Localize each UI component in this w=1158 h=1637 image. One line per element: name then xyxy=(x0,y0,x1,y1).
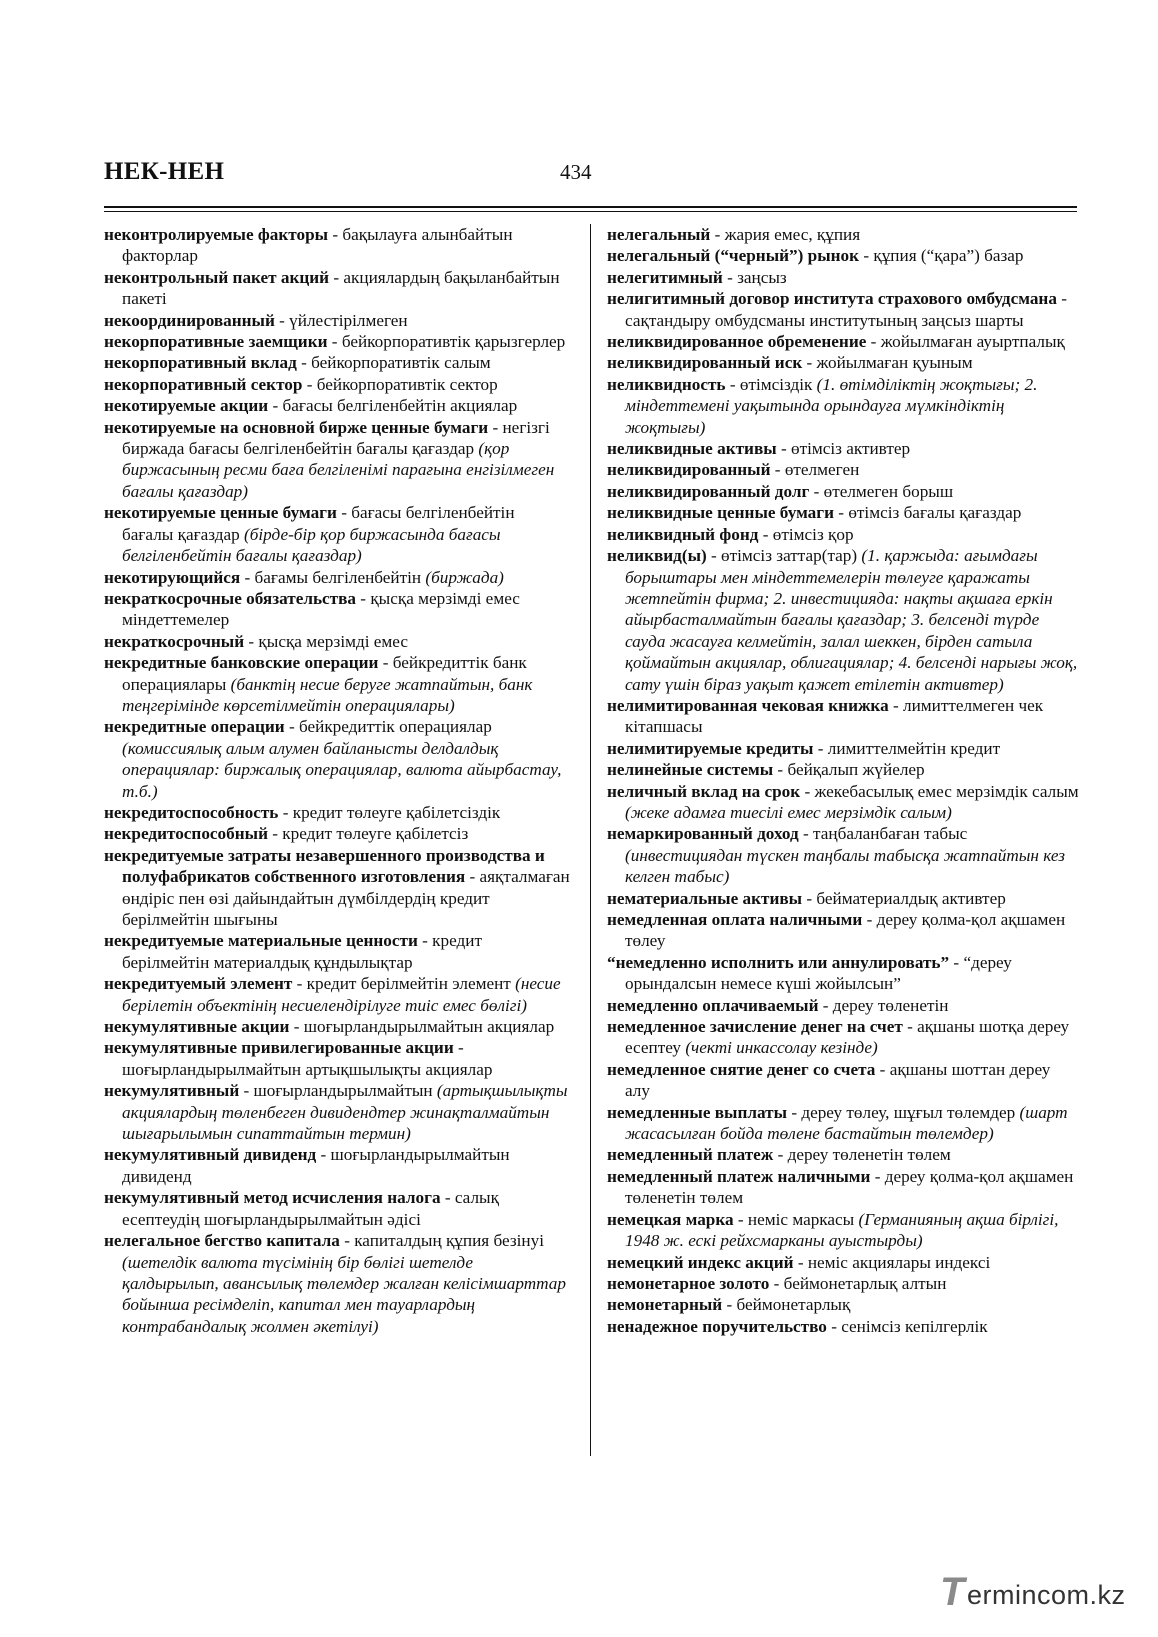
dictionary-entry xyxy=(607,781,1079,824)
dictionary-entry xyxy=(104,1230,570,1337)
entry-note: (шарт жасасылған бойда төлене бастайтын төлемдер) xyxy=(625,1102,1068,1144)
entry-note: (артықшылықты акциялардың төленбеген дивидендтер жинақталмайтын шығарылымын сипаттайтын термин) xyxy=(122,1081,568,1144)
entry-definition: - неміс маркасы xyxy=(733,1209,859,1229)
entry-note: (1. өтімділіктің жоқтығы; 2. міндеттемені уақытында орындауға мүмкіндіктің жоқтығы) xyxy=(625,374,1038,437)
dictionary-entry xyxy=(104,331,570,352)
entry-term: нелинейные системы xyxy=(607,760,774,780)
entry-term: некотируемые акции xyxy=(104,396,269,416)
entry-term: немецкий индекс акций xyxy=(607,1252,794,1272)
entry-term: некотируемые ценные бумаги xyxy=(104,503,337,523)
entry-term: немедленно оплачиваемый xyxy=(607,995,819,1015)
entry-note: (шетелдік валюта түсімінің бір бөлігі шетелде қалдырылып, авансылық төлемдер жалған келісімшарттар бойынша ресімделіп, капитал мен тауарлардың контрабандалық жолмен әкетілуі) xyxy=(122,1252,566,1336)
entry-term: некумулятивный дивиденд xyxy=(104,1145,317,1165)
entry-definition: - жекебасылық емес мерзімдік салым xyxy=(800,781,1079,801)
entry-note: (биржада) xyxy=(425,567,504,587)
dictionary-entry xyxy=(607,288,1079,331)
entry-definition: - өтімсіз активтер xyxy=(776,439,911,459)
entry-note: (несие берілетін объектінің несиелендірілуге тиіс емес бөлігі) xyxy=(122,974,561,1015)
dictionary-entry xyxy=(607,374,1079,438)
entry-term: некорпоративный вклад xyxy=(104,353,297,373)
entry-term: неликвидность xyxy=(607,374,726,394)
entry-definition: - шоғырландырылмайтын xyxy=(239,1081,437,1101)
entry-term: некоординированный xyxy=(104,310,275,330)
dictionary-entry xyxy=(607,245,1079,266)
dictionary-entry xyxy=(104,502,570,566)
entry-term: немедленная оплата наличными xyxy=(607,910,863,929)
dictionary-entry xyxy=(104,716,570,802)
entry-definition: - бейкорпоративтік қарызгерлер xyxy=(327,332,566,352)
entry-definition: - дереу төленетін xyxy=(818,995,949,1015)
entry-definition: - капиталдың құпия безінуі xyxy=(339,1231,544,1251)
dictionary-entry xyxy=(104,352,570,373)
entry-definition: - өтімсіз заттар(тар) xyxy=(706,546,862,566)
entry-term: некумулятивные привилегированные акции xyxy=(104,1038,454,1058)
entry-definition: - дереу төлеу, шұғыл төлемдер xyxy=(787,1102,1020,1122)
entry-term: нематериальные активы xyxy=(607,888,803,908)
entry-term: нелегальное бегство капитала xyxy=(104,1231,340,1251)
dictionary-entry xyxy=(607,695,1079,738)
dictionary-entry xyxy=(104,567,570,588)
entry-definition: - “дереу орындалсын немесе күші жойылсын” xyxy=(625,952,1012,994)
entry-note: (жеке адамға тиесілі емес мерзімдік салым) xyxy=(625,802,952,822)
entry-definition: - жария емес, құпия xyxy=(710,225,861,244)
dictionary-entry xyxy=(607,1294,1079,1315)
entry-definition: - бейкредиттік банк операциялары xyxy=(122,653,527,694)
entry-definition: - қысқа мерзімді емес xyxy=(244,631,408,651)
entry-definition: - бейматериалдық активтер xyxy=(802,888,1006,908)
entry-definition: - шоғырландырылмайтын акциялар xyxy=(289,1017,555,1037)
entry-term: неконтролируемые факторы xyxy=(104,225,329,244)
entry-term: нелимитированная чековая книжка xyxy=(607,695,889,715)
logo-text: ermincom.kz xyxy=(967,1580,1126,1610)
entry-definition: - лимиттелмеген чек кітапшасы xyxy=(625,695,1044,737)
entry-definition: - дереу қолма-қол ақшамен төлеу xyxy=(625,910,1066,951)
dictionary-entry xyxy=(104,652,570,716)
entry-definition: - өтелмеген xyxy=(770,460,860,480)
dictionary-entry xyxy=(607,759,1079,780)
entry-term: некредитуемые материальные ценности xyxy=(104,931,418,951)
entry-term: неликвидированный долг xyxy=(607,481,810,501)
header-rule-thin xyxy=(104,211,1077,212)
dictionary-entry xyxy=(104,1144,570,1187)
entry-definition: - ақшаны шотқа дереу есептеу xyxy=(625,1017,1070,1058)
dictionary-entry xyxy=(104,588,570,631)
dictionary-entry xyxy=(607,823,1079,887)
entry-note: (1. қаржыда: ағымдағы борыштары мен міндеттемелерін төлеуге қаражаты жетпейтін фирма; 2. инвестицияда: нақты ақшаға еркін айырбасталмайтын бағалы қағаздар; 3. белсенді түрде сауда жасауға келмейтін, залал шеккен, бірден сатыла қоймайтын акциялар, облигациялар; 4. белсенді нарығы жоқ, сату үшін біраз уақыт қажет етілетін активтер) xyxy=(625,546,1078,694)
entry-term: неликвидированное обременение xyxy=(607,332,867,352)
entry-term: неликвидированный иск xyxy=(607,353,803,373)
entry-term: немонетарный xyxy=(607,1295,723,1315)
entry-term: нелегальный (“черный”) рынок xyxy=(607,246,860,266)
entry-definition: - жойылмаған қуыным xyxy=(802,353,973,373)
entry-definition: - өтімсіз бағалы қағаздар xyxy=(834,503,1022,523)
entry-definition: - беймонетарлық алтын xyxy=(769,1273,947,1293)
entry-definition: - өтімсіздік xyxy=(725,374,817,394)
entry-term: неликвидный фонд xyxy=(607,524,759,544)
entry-term: немаркированный доход xyxy=(607,824,799,844)
entry-term: немедленное снятие денег со счета xyxy=(607,1059,876,1079)
entry-term: немедленное зачисление денег на счет xyxy=(607,1017,903,1037)
entry-definition: - дереу қолма-қол ақшамен төленетін төлем xyxy=(625,1166,1074,1208)
dictionary-entry xyxy=(104,417,570,503)
dictionary-entry xyxy=(607,438,1079,459)
column-divider xyxy=(590,224,591,1456)
dictionary-entry xyxy=(607,1209,1079,1252)
entry-definition: - бағасы белгіленбейтін акциялар xyxy=(268,396,518,416)
dictionary-entry xyxy=(104,823,570,844)
entry-definition: - өтелмеген борыш xyxy=(809,481,954,501)
dictionary-entry xyxy=(607,331,1079,352)
dictionary-entry xyxy=(104,1016,570,1037)
entry-definition: - шоғырландырылмайтын дивиденд xyxy=(122,1145,510,1186)
entry-term: неликвидные активы xyxy=(607,439,777,459)
entry-term: некраткосрочные обязательства xyxy=(104,588,356,608)
entry-term: некумулятивный метод исчисления налога xyxy=(104,1188,441,1208)
dictionary-entry xyxy=(607,545,1079,695)
entry-definition: - үйлестірілмеген xyxy=(274,310,408,330)
entry-definition: - шоғырландырылмайтын артықшылықты акциялар xyxy=(122,1038,493,1079)
logo-letter: T xyxy=(940,1570,965,1614)
entry-definition: - беймонетарлық xyxy=(722,1295,851,1315)
entry-definition: - неміс акциялары индексі xyxy=(793,1252,991,1272)
dictionary-entry xyxy=(607,995,1079,1016)
dictionary-entry xyxy=(104,374,570,395)
dictionary-entry xyxy=(104,310,570,331)
entry-term: некорпоративные заемщики xyxy=(104,332,328,352)
entry-note: (инвестициядан түскен таңбалы табысқа жатпайтын кез келген табыс) xyxy=(625,845,1065,887)
entry-term: неликвидированный xyxy=(607,460,771,480)
entry-definition: - кредит төлеуге қабілетсіз xyxy=(267,824,469,844)
section-header: НЕК-НЕН xyxy=(104,158,225,185)
dictionary-entry xyxy=(607,1316,1079,1337)
entry-term: неличный вклад на срок xyxy=(607,781,801,801)
entry-term: немедленные выплаты xyxy=(607,1102,788,1122)
dictionary-entry xyxy=(104,930,570,973)
dictionary-entry xyxy=(607,1273,1079,1294)
entry-note: (бірде-бір қор биржасында бағасы белгіленбейтін бағалы қағаздар) xyxy=(122,524,501,566)
entry-note: (қор биржасының ресми баға белгіленімі парағына енгізілмеген бағалы қағаздар) xyxy=(122,439,555,501)
entry-term: немедленный платеж xyxy=(607,1145,774,1165)
entry-term: некредитоспособный xyxy=(104,824,268,844)
entry-definition: - өтімсіз қор xyxy=(758,524,854,544)
entry-note: (чекті инкассолау кезінде) xyxy=(685,1038,878,1058)
entry-term: некредитуемые затраты незавершенного производства и полуфабрикатов собственного изготовления xyxy=(104,845,545,887)
left-column xyxy=(104,224,570,1337)
dictionary-entry xyxy=(607,524,1079,545)
entry-term: некумулятивный xyxy=(104,1081,240,1101)
entry-note: (банктің несие беруге жатпайтын, банк теңгерімінде көрсетілмейтін операциялары) xyxy=(122,674,533,715)
entry-definition: - сақтандыру омбудсманы институтының заңсыз шарты xyxy=(625,289,1067,330)
dictionary-entry xyxy=(104,395,570,416)
entry-definition: - заңсыз xyxy=(722,267,787,287)
entry-definition: - кредит берілмейтін материалдық құндылықтар xyxy=(122,931,482,972)
dictionary-entry xyxy=(104,631,570,652)
entry-term: некотирующийся xyxy=(104,567,241,587)
entry-term: немедленный платеж наличными xyxy=(607,1166,871,1186)
entry-term: неликвидные ценные бумаги xyxy=(607,503,834,523)
dictionary-entry xyxy=(607,952,1079,995)
dictionary-entry xyxy=(607,1166,1079,1209)
dictionary-entry xyxy=(607,1059,1079,1102)
dictionary-entry xyxy=(104,973,570,1016)
right-column xyxy=(607,224,1079,1337)
dictionary-entry xyxy=(607,224,1079,245)
entry-definition: - сенімсіз кепілгерлік xyxy=(826,1316,988,1336)
entry-term: некредитуемый элемент xyxy=(104,974,293,994)
terminkom-logo xyxy=(940,1570,1140,1620)
entry-term: некумулятивные акции xyxy=(104,1017,290,1037)
entry-definition: - акциялардың бақыланбайтын пакеті xyxy=(122,267,560,309)
entry-term: некредитоспособность xyxy=(104,802,279,822)
dictionary-entry xyxy=(607,888,1079,909)
entry-term: нелегальный xyxy=(607,225,711,244)
entry-definition: - негізгі биржада бағасы белгіленбейтін бағалы қағаздар xyxy=(122,417,550,459)
entry-definition: - жойылмаған ауыртпалық xyxy=(866,332,1065,352)
entry-definition: - бейкорпоративтік сектор xyxy=(302,374,498,394)
entry-definition: - ақшаны шоттан дереу алу xyxy=(625,1059,1051,1101)
dictionary-entry xyxy=(607,459,1079,480)
dictionary-entry xyxy=(607,267,1079,288)
entry-term: некредитные банковские операции xyxy=(104,653,379,673)
dictionary-entry xyxy=(607,909,1079,952)
dictionary-entry xyxy=(607,1102,1079,1145)
entry-term: некредитные операции xyxy=(104,717,285,737)
entry-term: некраткосрочный xyxy=(104,631,245,651)
entry-term: немонетарное золото xyxy=(607,1273,770,1293)
entry-term: немецкая марка xyxy=(607,1209,734,1229)
header-rule xyxy=(104,206,1077,208)
dictionary-entry xyxy=(104,224,570,267)
dictionary-entry xyxy=(607,1016,1079,1059)
entry-term: “немедленно исполнить или аннулировать” xyxy=(607,952,950,972)
dictionary-entry xyxy=(104,802,570,823)
entry-term: нелимитируемые кредиты xyxy=(607,738,814,758)
entry-definition: - қысқа мерзімді емес міндеттемелер xyxy=(122,588,520,630)
dictionary-entry xyxy=(607,1252,1079,1273)
entry-definition: - кредит төлеуге қабілетсіздік xyxy=(278,802,501,822)
dictionary-entry xyxy=(607,502,1079,523)
dictionary-entry xyxy=(607,481,1079,502)
dictionary-entry xyxy=(104,1037,570,1080)
entry-definition: - бағамы белгіленбейтін xyxy=(240,567,426,587)
entry-note: (комиссиялық алым алумен байланысты делдалдық операциялар: биржалық операциялар, валюта айырбастау, т.б.) xyxy=(122,738,562,801)
dictionary-entry xyxy=(104,1080,570,1144)
entry-definition: - салық есептеудің шоғырландырылмайтын әдісі xyxy=(122,1188,499,1229)
page-number: 434 xyxy=(560,160,592,184)
dictionary-entry xyxy=(104,1187,570,1230)
entry-term: некотируемые на основной бирже ценные бумаги xyxy=(104,417,489,437)
entry-definition: - лимиттелмейтін кредит xyxy=(813,738,1001,758)
entry-definition: - кредит берілмейтін элемент xyxy=(292,974,516,994)
dictionary-entry xyxy=(607,1144,1079,1165)
dictionary-entry xyxy=(607,738,1079,759)
dictionary-entry xyxy=(607,352,1079,373)
entry-term: нелегитимный xyxy=(607,267,723,287)
entry-term: неконтрольный пакет акций xyxy=(104,267,330,287)
entry-note: (Германияның ақша бірлігі, 1948 ж. ескі рейхсмарканы ауыстырды) xyxy=(625,1209,1059,1251)
entry-definition: - бақылауға алынбайтын факторлар xyxy=(122,225,513,266)
entry-term: некорпоративный сектор xyxy=(104,374,303,394)
entry-definition: - бейкорпоративтік салым xyxy=(296,353,491,373)
entry-definition: - таңбаланбаған табыс xyxy=(798,824,968,844)
dictionary-entry xyxy=(104,267,570,310)
entry-definition: - аяқталмаған өндіріс пен өзі дайындайтын дүмбілдердің кредит берілмейтін шығыны xyxy=(122,867,570,929)
entry-definition: - бейкредиттік операциялар xyxy=(284,717,492,737)
entry-term: ненадежное поручительство xyxy=(607,1316,827,1336)
entry-definition: - дереу төленетін төлем xyxy=(773,1145,951,1165)
entry-definition: - бағасы белгіленбейтін бағалы қағаздар xyxy=(122,503,515,544)
entry-definition: - құпия (“қара”) базар xyxy=(859,246,1024,266)
entry-term: нелигитимный договор института страхового омбудсмана xyxy=(607,289,1057,309)
entry-term: неликвид(ы) xyxy=(607,546,707,566)
dictionary-entry xyxy=(104,845,570,931)
entry-definition: - бейқалып жүйелер xyxy=(773,760,925,780)
